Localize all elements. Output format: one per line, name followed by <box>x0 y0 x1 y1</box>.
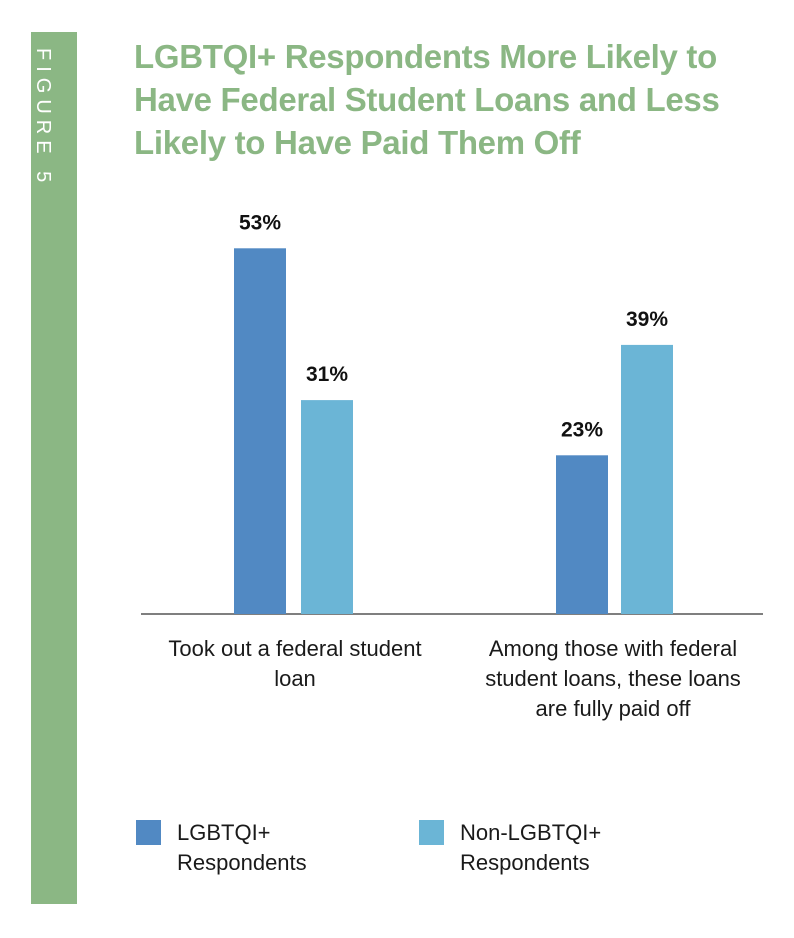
category-label-paid-off: Among those with federal student loans, these loans are fully paid off <box>485 636 741 721</box>
category-label-took-loan: Took out a federal student loan <box>168 636 422 691</box>
legend-label-non-lgbtqi: Non-LGBTQI+ Respondents <box>460 820 602 875</box>
bar-series-1-category-1 <box>621 345 673 614</box>
data-label-series-0-category-1: 23% <box>560 418 604 442</box>
bar-series-0-category-0 <box>234 248 286 614</box>
legend-swatch-non-lgbtqi <box>419 820 444 845</box>
figure-label: FIGURE 5 <box>32 48 54 189</box>
bar-series-1-category-0 <box>301 400 353 614</box>
data-label-series-0-category-0: 53% <box>238 211 282 235</box>
legend-label-lgbtqi: LGBTQI+ Respondents <box>177 820 307 875</box>
bar-series-0-category-1 <box>556 455 608 614</box>
legend-item-lgbtqi <box>136 818 347 878</box>
data-label-series-1-category-0: 31% <box>305 363 349 387</box>
legend-swatch-lgbtqi <box>136 820 161 845</box>
data-label-series-1-category-1: 39% <box>625 307 669 331</box>
legend-item-non-lgbtqi <box>419 818 630 878</box>
chart-title: LGBTQI+ Respondents More Likely to Have Federal Student Loans and Less Likely to Have Paid Them Off <box>134 38 720 161</box>
